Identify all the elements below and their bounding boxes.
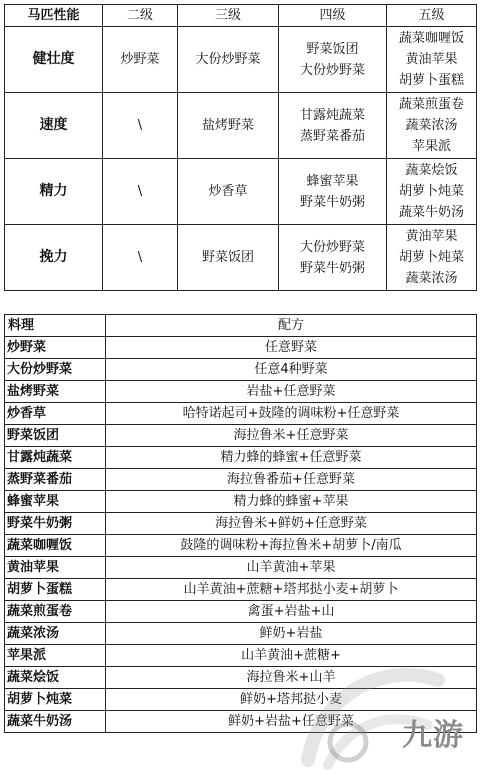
recipe-formula: 海拉鲁番茄+任意野菜 (106, 469, 477, 491)
dish-name: 蔬菜烩饭 (405, 163, 458, 178)
dish-name: 炒野菜 (120, 52, 160, 67)
recipe-row (5, 425, 477, 447)
dish-name: 蔬菜咖喱饭 (398, 31, 464, 46)
stat-level-5-cell (387, 225, 477, 291)
recipe-formula: 岩盐+任意野菜 (106, 381, 477, 403)
recipe-row (5, 535, 477, 557)
recipe-dish-name: 炒香草 (5, 403, 106, 425)
recipe-formula: 鲜奶+塔邦挞小麦 (106, 689, 477, 711)
dish-name: 胡萝卜炖菜 (398, 184, 464, 199)
recipe-formula: 山羊黄油+蔗糖+ (106, 645, 477, 667)
dish-name: 苹果派 (411, 139, 451, 154)
dish-name: 胡萝卜炖菜 (398, 250, 464, 265)
recipe-dish-name: 大份炒野菜 (5, 359, 106, 381)
recipe-dish-name: 苹果派 (5, 645, 106, 667)
dish-name: 黄油苹果 (405, 229, 458, 244)
recipe-row (5, 337, 477, 359)
stat-name: 健壮度 (5, 27, 103, 93)
recipe-formula: 任意4种野菜 (106, 359, 477, 381)
stat-level-2-cell (103, 159, 178, 225)
stats-row (5, 93, 477, 159)
stat-level-3-cell (178, 159, 279, 225)
dish-name: 野菜牛奶粥 (299, 194, 365, 210)
recipe-dish-name: 野菜牛奶粥 (5, 513, 106, 535)
stats-header-level4: 四级 (279, 5, 387, 27)
recipe-row (5, 447, 477, 469)
recipe-row (5, 623, 477, 645)
stats-header-level5: 五级 (387, 5, 477, 27)
recipe-header-dish: 料理 (5, 315, 106, 337)
recipe-row (5, 667, 477, 689)
dish-name: 蒸野菜番茄 (299, 128, 365, 144)
recipe-dish-name: 蒸野菜番茄 (5, 469, 106, 491)
recipe-row (5, 645, 477, 667)
recipe-dish-name: 蔬菜煎蛋卷 (5, 601, 106, 623)
recipe-formula: 禽蛋+岩盐+山 (106, 601, 477, 623)
recipe-dish-name: 黄油苹果 (5, 557, 106, 579)
recipe-formula: 鼓隆的调味粉+海拉鲁米+胡萝卜/南瓜 (106, 535, 477, 557)
stat-name: 挽力 (5, 225, 103, 291)
stat-level-4-cell (279, 225, 387, 291)
stat-level-3-cell (178, 27, 279, 93)
stat-level-4-cell (279, 27, 387, 93)
recipe-dish-name: 炒野菜 (5, 337, 106, 359)
stat-level-5-cell (387, 27, 477, 93)
watermark-text: 九游 (402, 718, 464, 753)
horse-stats-table (4, 4, 477, 291)
recipe-header-formula: 配方 (106, 315, 477, 337)
stats-row (5, 27, 477, 93)
recipe-row (5, 579, 477, 601)
dish-name: 野菜饭团 (201, 250, 254, 265)
recipe-table (4, 314, 477, 733)
recipe-dish-name: 胡萝卜蛋糕 (5, 579, 106, 601)
recipe-formula: 精力蜂的蜂蜜+任意野菜 (106, 447, 477, 469)
dish-name: 胡萝卜蛋糕 (398, 73, 464, 88)
recipe-row (5, 403, 477, 425)
recipe-row (5, 689, 477, 711)
recipe-formula: 鲜奶+岩盐 (106, 623, 477, 645)
dish-name: 蔬菜煎蛋卷 (398, 97, 464, 112)
recipe-formula: 海拉鲁米+山羊 (106, 667, 477, 689)
recipe-row (5, 469, 477, 491)
recipe-formula: 鲜奶+岩盐+任意野菜 (106, 711, 477, 733)
recipe-formula: 哈特诺起司+鼓隆的调味粉+任意野菜 (106, 403, 477, 425)
stats-row (5, 159, 477, 225)
recipe-row (5, 513, 477, 535)
stat-level-4-cell (279, 93, 387, 159)
stat-level-5-cell (387, 93, 477, 159)
recipe-dish-name: 野菜饭团 (5, 425, 106, 447)
dish-name: 蔬菜牛奶汤 (398, 205, 464, 220)
stat-level-2-cell (103, 225, 178, 291)
stats-header-level3: 三级 (178, 5, 279, 27)
dish-name: 蔬菜浓汤 (405, 118, 458, 133)
recipe-dish-name: 蔬菜牛奶汤 (5, 711, 106, 733)
recipe-dish-name: 胡萝卜炖菜 (5, 689, 106, 711)
dish-name: 蜂蜜苹果 (306, 173, 359, 189)
stat-level-2-cell (103, 27, 178, 93)
stats-header-level2: 二级 (103, 5, 178, 27)
recipe-header-row (5, 315, 477, 337)
recipe-formula: 山羊黄油+蔗糖+塔邦挞小麦+胡萝卜 (106, 579, 477, 601)
dish-name: 大份炒野菜 (195, 52, 261, 67)
stat-level-3-cell (178, 93, 279, 159)
recipe-formula: 海拉鲁米+任意野菜 (106, 425, 477, 447)
dish-name: 大份炒野菜 (299, 62, 365, 78)
dish-name: 炒香草 (208, 184, 248, 199)
stat-level-3-cell (178, 225, 279, 291)
dish-name: 黄油苹果 (405, 52, 458, 67)
dish-name: 盐烤野菜 (201, 118, 254, 133)
recipe-row (5, 711, 477, 733)
stats-row (5, 225, 477, 291)
recipe-dish-name: 盐烤野菜 (5, 381, 106, 403)
dish-name: \ (137, 118, 143, 133)
recipe-row (5, 557, 477, 579)
recipe-row (5, 491, 477, 513)
recipe-formula: 海拉鲁米+鲜奶+任意野菜 (106, 513, 477, 535)
stat-name: 精力 (5, 159, 103, 225)
dish-name: 野菜饭团 (306, 41, 359, 57)
recipe-formula: 山羊黄油+苹果 (106, 557, 477, 579)
recipe-dish-name: 蔬菜浓汤 (5, 623, 106, 645)
stat-level-5-cell (387, 159, 477, 225)
recipe-dish-name: 蔬菜咖喱饭 (5, 535, 106, 557)
recipe-row (5, 601, 477, 623)
dish-name: 甘露炖蔬菜 (299, 107, 365, 123)
recipe-row (5, 381, 477, 403)
stats-header-stat: 马匹性能 (5, 5, 103, 27)
recipe-dish-name: 甘露炖蔬菜 (5, 447, 106, 469)
recipe-dish-name: 蔬菜烩饭 (5, 667, 106, 689)
recipe-formula: 任意野菜 (106, 337, 477, 359)
stat-name: 速度 (5, 93, 103, 159)
recipe-formula: 精力蜂的蜂蜜+苹果 (106, 491, 477, 513)
dish-name: 大份炒野菜 (299, 239, 365, 255)
dish-name: \ (137, 250, 143, 265)
recipe-dish-name: 蜂蜜苹果 (5, 491, 106, 513)
dish-name: \ (137, 184, 143, 199)
recipe-row (5, 359, 477, 381)
dish-name: 蔬菜浓汤 (405, 271, 458, 286)
stat-level-2-cell (103, 93, 178, 159)
stats-header-row (5, 5, 477, 27)
dish-name: 野菜牛奶粥 (299, 260, 365, 276)
stat-level-4-cell (279, 159, 387, 225)
